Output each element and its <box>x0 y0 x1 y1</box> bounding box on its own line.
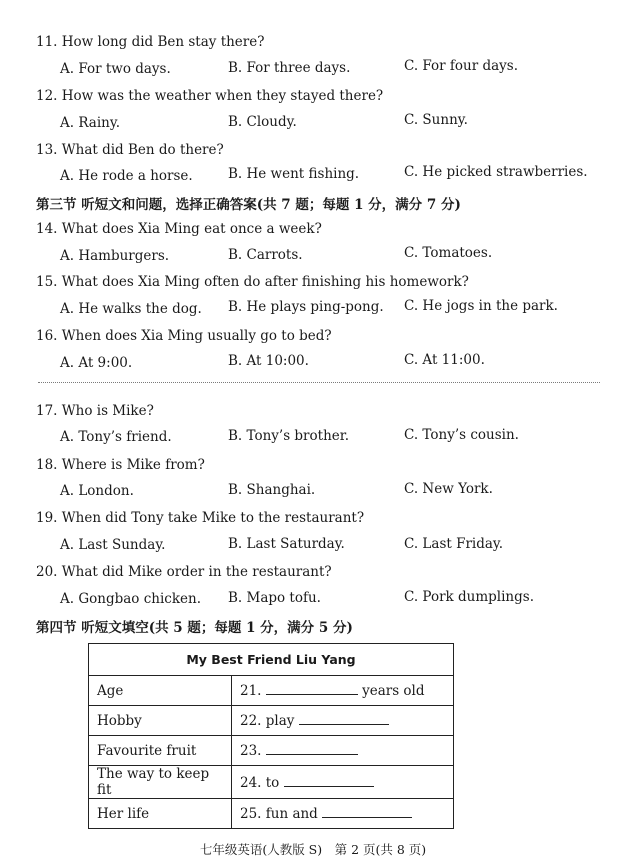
question-17: 17. Who is Mike? <box>36 403 154 419</box>
question-13: 13. What did Ben do there? <box>36 142 224 158</box>
question-12: 12. How was the weather when they stayed there? <box>36 88 384 104</box>
item-number: 21. <box>240 683 262 699</box>
q20-option-a: A. Gongbao chicken. <box>60 591 201 607</box>
table-row <box>89 676 454 706</box>
page-footer: 七年级英语(人教版 S) 第 2 页(共 8 页) <box>199 842 427 857</box>
q15-option-a: A. He walks the dog. <box>60 301 202 317</box>
q18-option-a: A. London. <box>60 483 134 499</box>
q14-option-c: C. Tomatoes. <box>404 245 493 261</box>
table-row <box>89 799 454 829</box>
q14-option-b: B. Carrots. <box>228 247 303 263</box>
row-label: Favourite fruit <box>89 736 232 766</box>
q17-option-c: C. Tony’s cousin. <box>404 427 519 443</box>
q13-option-b: B. He went fishing. <box>228 166 360 182</box>
q15-option-b: B. He plays ping-pong. <box>228 299 384 315</box>
row-label: Hobby <box>89 706 232 736</box>
q12-option-b: B. Cloudy. <box>228 114 297 130</box>
table-row <box>89 736 454 766</box>
answer-blank[interactable] <box>266 742 358 755</box>
answer-cell-21 <box>232 676 454 706</box>
table-title: My Best Friend Liu Yang <box>89 644 454 676</box>
answer-cell-23 <box>232 736 454 766</box>
q14-option-a: A. Hamburgers. <box>60 248 170 264</box>
answer-cell-22 <box>232 706 454 736</box>
q16-option-c: C. At 11:00. <box>404 352 485 368</box>
q12-option-a: A. Rainy. <box>60 115 120 131</box>
q18-option-c: C. New York. <box>404 481 493 497</box>
item-number: 22. play <box>240 713 295 729</box>
question-18: 18. Where is Mike from? <box>36 457 205 473</box>
row-label: The way to keep fit <box>89 766 232 799</box>
question-14: 14. What does Xia Ming eat once a week? <box>36 221 322 237</box>
q12-option-c: C. Sunny. <box>404 112 468 128</box>
q11-option-b: B. For three days. <box>228 60 351 76</box>
dotted-divider <box>38 382 600 383</box>
answer-cell-25 <box>232 799 454 829</box>
q19-option-b: B. Last Saturday. <box>228 536 345 552</box>
q19-option-c: C. Last Friday. <box>404 536 504 552</box>
answer-blank[interactable] <box>322 805 412 818</box>
row-label: Her life <box>89 799 232 829</box>
q20-option-b: B. Mapo tofu. <box>228 590 321 606</box>
q17-option-b: B. Tony’s brother. <box>228 428 350 444</box>
row-label: Age <box>89 676 232 706</box>
question-19: 19. When did Tony take Mike to the restaurant? <box>36 510 365 526</box>
q16-option-a: A. At 9:00. <box>60 355 133 371</box>
q19-option-a: A. Last Sunday. <box>60 537 166 553</box>
question-20: 20. What did Mike order in the restaurant? <box>36 564 332 580</box>
answer-cell-24 <box>232 766 454 799</box>
item-number: 25. fun and <box>240 806 318 822</box>
section-4-heading: 第四节 听短文填空(共 5 题；每题 1 分，满分 5 分) <box>36 620 353 636</box>
answer-blank[interactable] <box>284 774 374 787</box>
question-11: 11. How long did Ben stay there? <box>36 34 265 50</box>
item-number: 24. to <box>240 774 280 791</box>
table-row <box>89 706 454 736</box>
q11-option-c: C. For four days. <box>404 58 519 74</box>
q11-option-a: A. For two days. <box>60 61 171 77</box>
answer-blank[interactable] <box>299 712 389 725</box>
table-row <box>89 766 454 799</box>
fill-in-table <box>88 643 454 829</box>
q17-option-a: A. Tony’s friend. <box>60 429 172 445</box>
question-16: 16. When does Xia Ming usually go to bed? <box>36 328 332 344</box>
item-number: 23. <box>240 743 262 759</box>
q20-option-c: C. Pork dumplings. <box>404 589 534 605</box>
answer-blank[interactable] <box>266 682 358 695</box>
q18-option-b: B. Shanghai. <box>228 482 316 498</box>
q16-option-b: B. At 10:00. <box>228 353 309 369</box>
q13-option-a: A. He rode a horse. <box>60 168 193 184</box>
item-suffix: years old <box>362 683 425 699</box>
question-15: 15. What does Xia Ming often do after finishing his homework? <box>36 274 469 290</box>
q15-option-c: C. He jogs in the park. <box>404 298 558 314</box>
section-3-heading: 第三节 听短文和问题，选择正确答案(共 7 题；每题 1 分，满分 7 分) <box>36 197 461 213</box>
q13-option-c: C. He picked strawberries. <box>404 164 588 180</box>
